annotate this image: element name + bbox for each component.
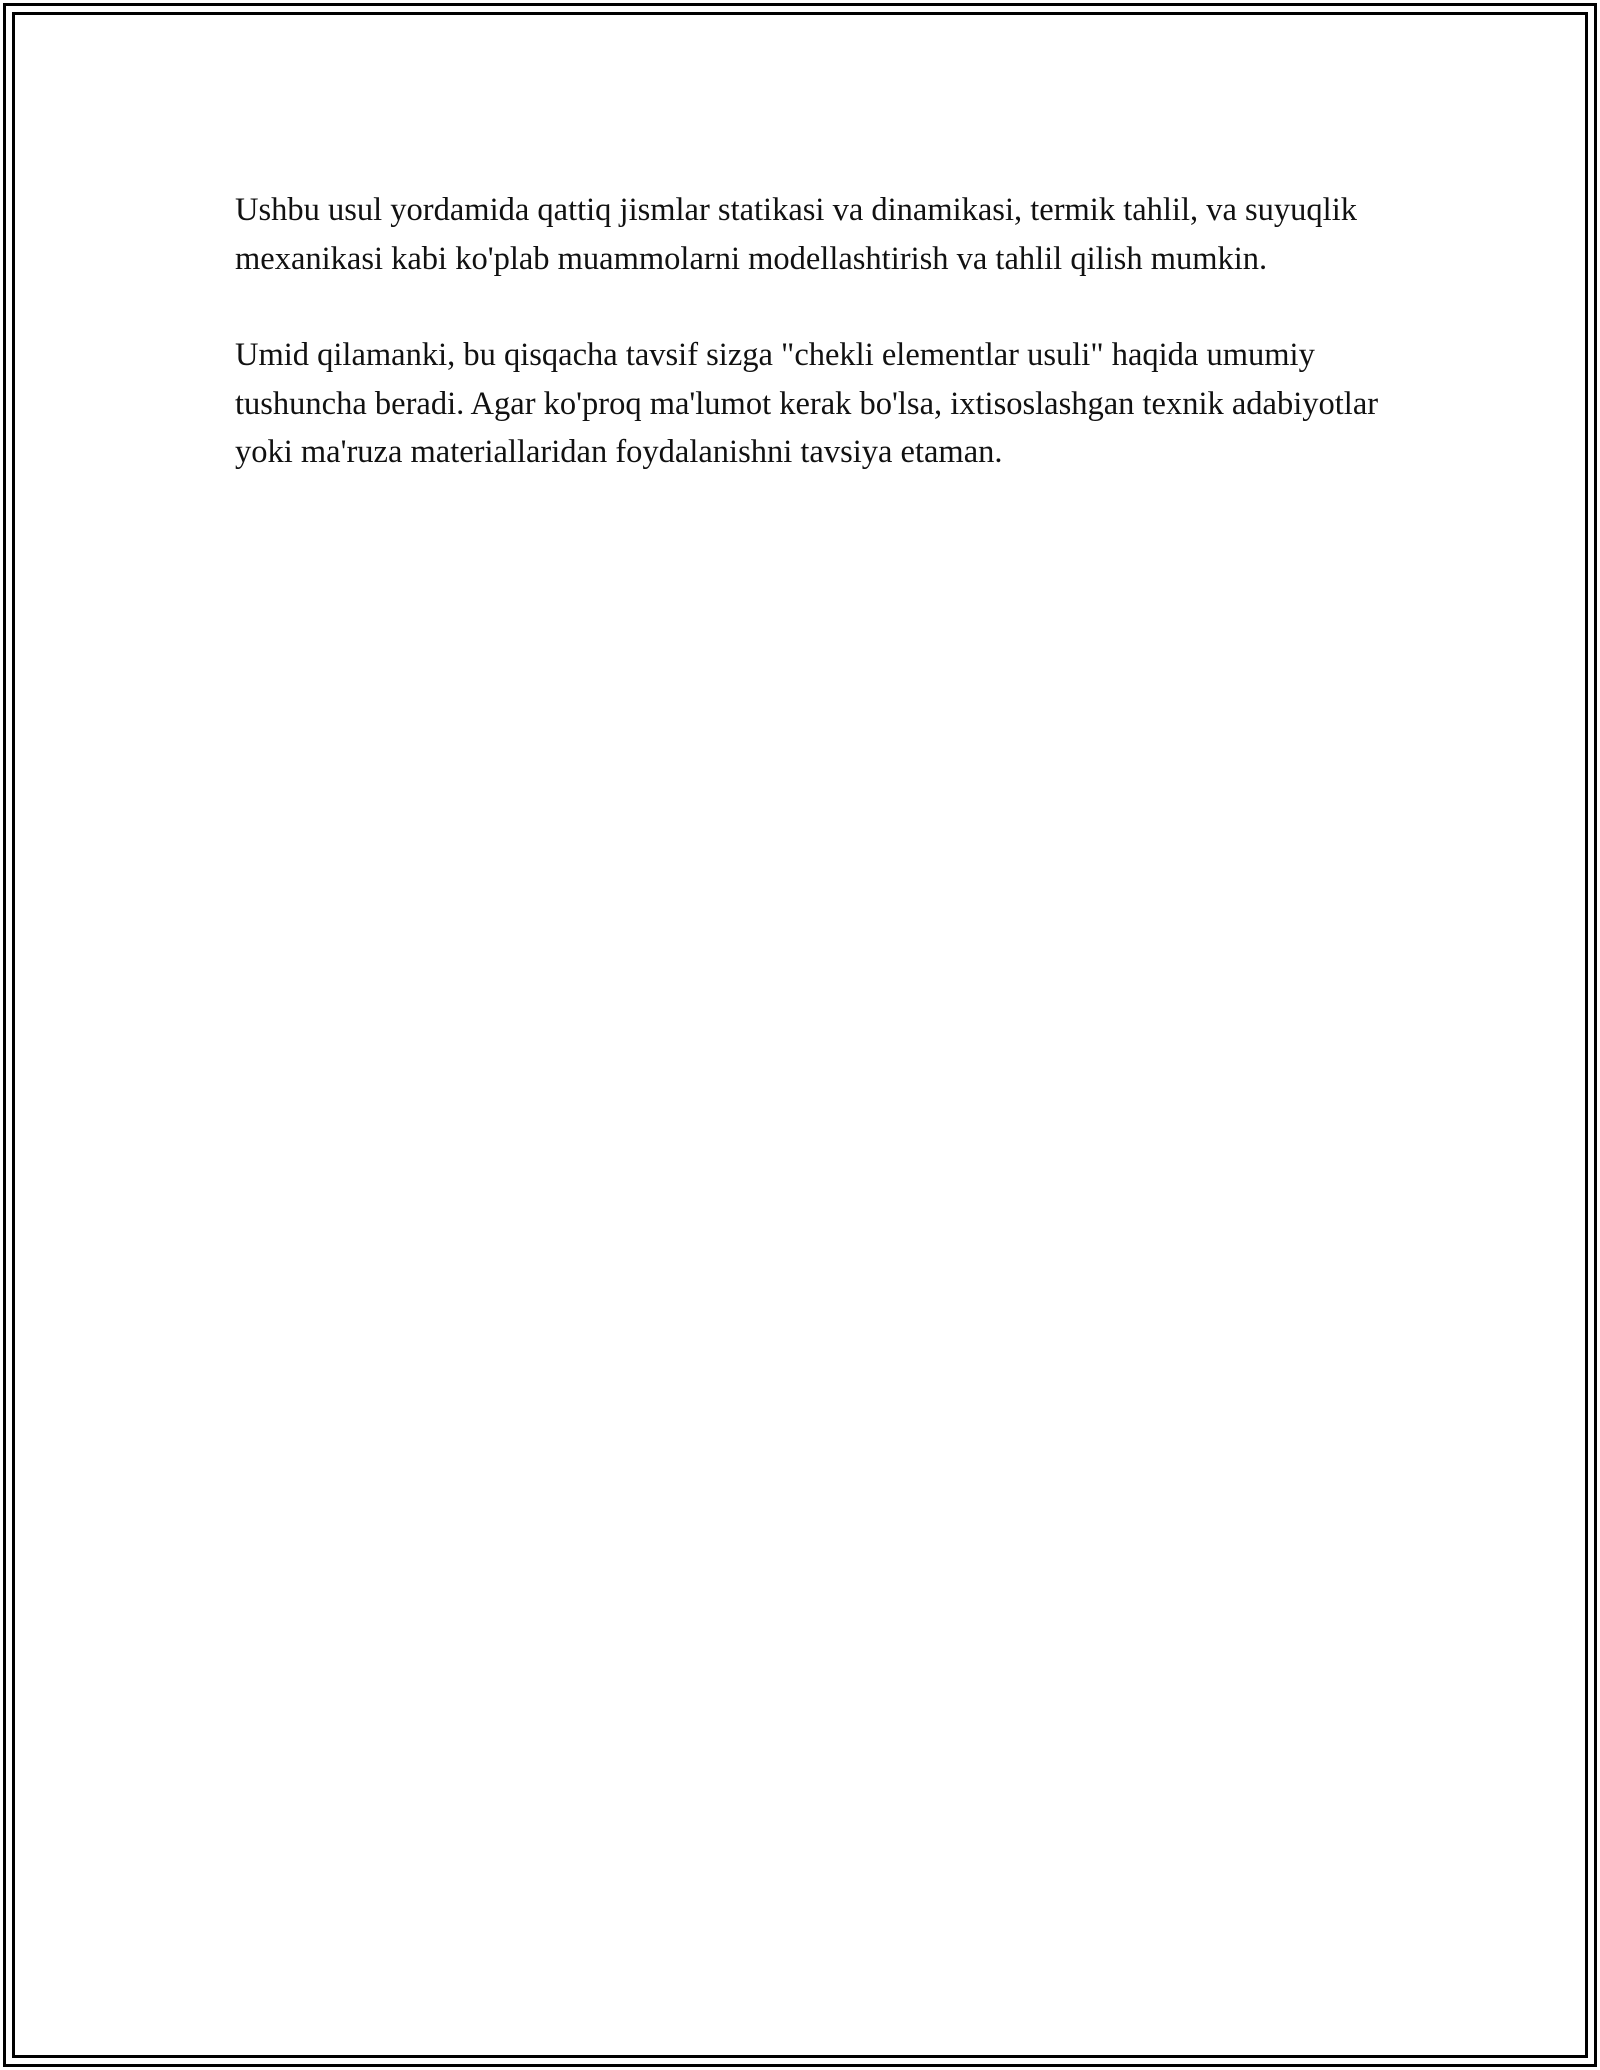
paragraph-1: Ushbu usul yordamida qattiq jismlar statikasi va dinamikasi, termik tahlil, va suyuqlik mexanikasi kabi ko'plab muammolarni modellashtirish va tahlil qilish mumkin. — [235, 192, 1357, 277]
paragraph-2: Umid qilamanki, bu qisqacha tavsif sizga "chekli elementlar usuli" haqida umumiy tushuncha beradi. Agar ko'proq ma'lumot kerak bo'lsa, ixtisoslashgan texnik adabiyotlar yoki ma'ruza materiallaridan foydalanishni tavsiya etaman. — [235, 337, 1379, 470]
document-body — [235, 186, 1385, 525]
